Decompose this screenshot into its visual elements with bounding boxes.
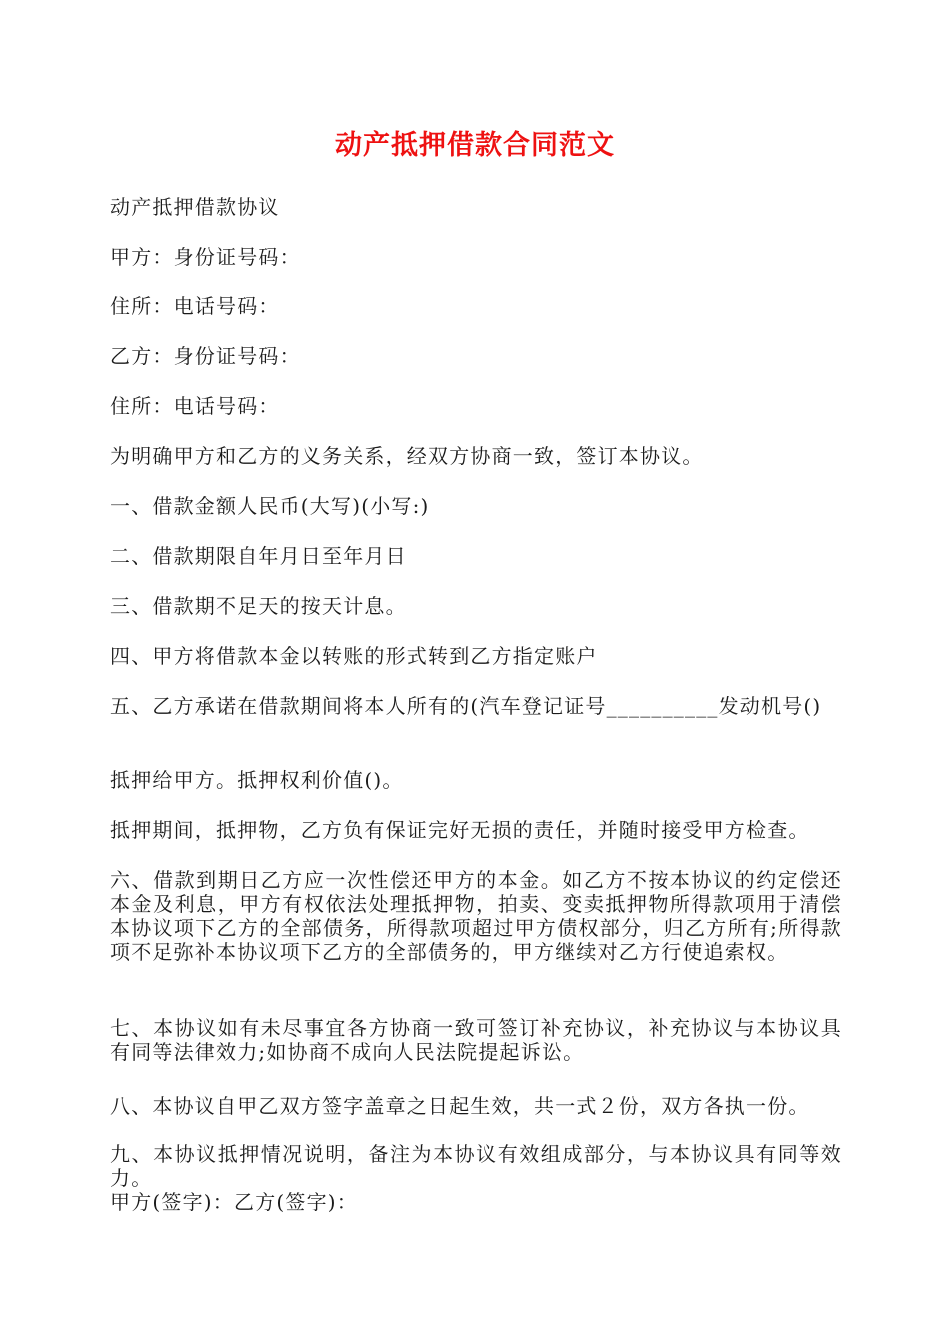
clause-8: 八、本协议自甲乙双方签字盖章之日起生效，共一式２份，双方各执一份。 — [110, 1094, 810, 1118]
clause-5-pledge: 抵押给甲方。抵押权利价值()。 — [110, 768, 404, 792]
clause-6: 六、借款到期日乙方应一次性偿还甲方的本金。如乙方不按本协议的约定偿还本金及利息，甲方有权依法处理抵押物，拍卖、变卖抵押物所得款项用于清偿本协议项下乙方的全部债务，所得款项超过甲方债权部分，归乙方所有;所得款项不足弥补本协议项下乙方的全部债务的，甲方继续对乙方行使追索权。 — [110, 868, 842, 964]
party-a-address-line: 住所：电话号码： — [110, 294, 280, 318]
party-b-id-line: 乙方：身份证号码： — [110, 344, 301, 368]
clause-1: 一、借款金额人民币(大写)(小写:) — [110, 494, 430, 518]
party-a-id-line: 甲方：身份证号码： — [110, 245, 301, 269]
clause-2: 二、借款期限自年月日至年月日 — [110, 544, 407, 568]
clause-4: 四、甲方将借款本金以转账的形式转到乙方指定账户 — [110, 644, 598, 668]
clause-5: 五、乙方承诺在借款期间将本人所有的(汽车登记证号__________发动机号() — [110, 694, 822, 718]
agreement-heading: 动产抵押借款协议 — [110, 195, 280, 219]
clause-7: 七、本协议如有未尽事宜各方协商一致可签订补充协议，补充协议与本协议具有同等法律效力;如协商不成向人民法院提起诉讼。 — [110, 1016, 842, 1064]
preamble-paragraph: 为明确甲方和乙方的义务关系，经双方协商一致，签订本协议。 — [110, 444, 704, 468]
party-b-address-line: 住所：电话号码： — [110, 394, 280, 418]
clause-3: 三、借款期不足天的按天计息。 — [110, 594, 407, 618]
clause-5-pledge-period: 抵押期间，抵押物，乙方负有保证完好无损的责任，并随时接受甲方检查。 — [110, 818, 810, 842]
document-title: 动产抵押借款合同范文 — [335, 130, 615, 161]
clause-9: 九、本协议抵押情况说明，备注为本协议有效组成部分，与本协议具有同等效力。 — [110, 1142, 842, 1190]
signature-line: 甲方(签字)：乙方(签字)： — [110, 1190, 359, 1214]
